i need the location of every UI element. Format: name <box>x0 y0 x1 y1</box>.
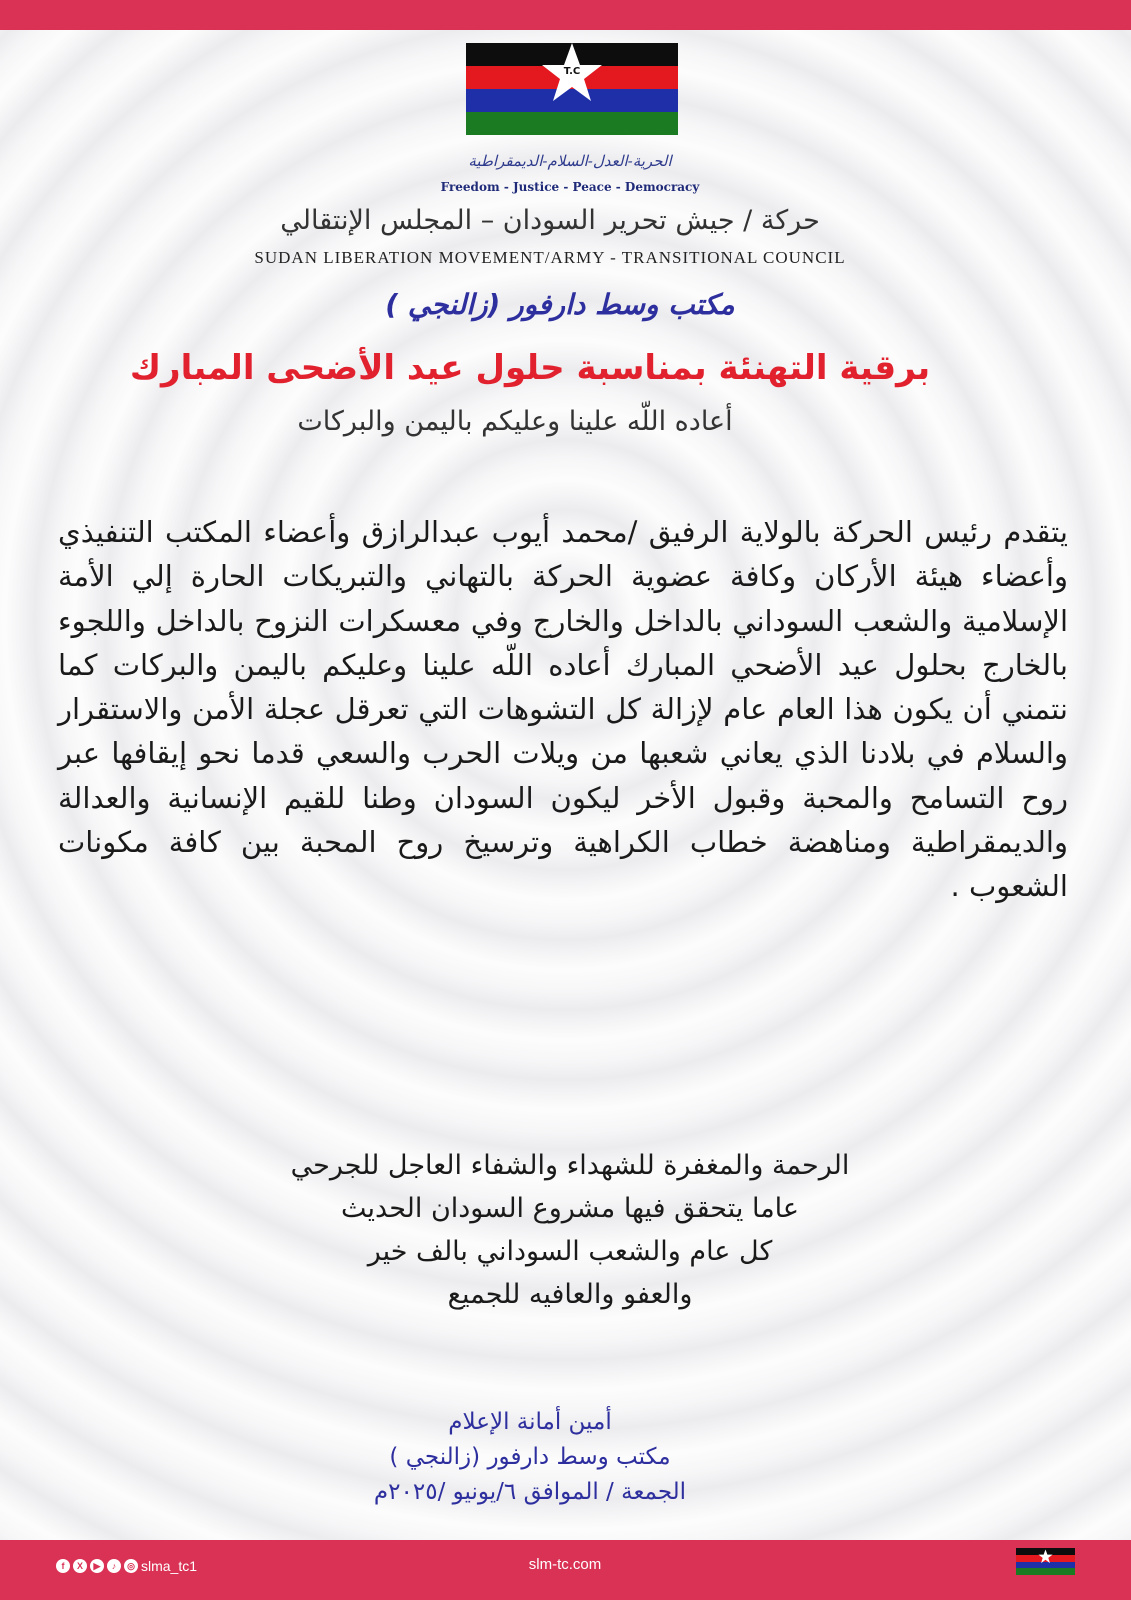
closing-line: الرحمة والمغفرة للشهداء والشفاء العاجل للجرحي <box>290 1150 850 1181</box>
motto-english: Freedom - Justice - Peace - Democracy <box>440 180 700 194</box>
motto-arabic: الحرية-العدل-السلام-الديمقراطية <box>468 152 672 170</box>
social-handle[interactable]: slma_tc1 <box>141 1558 198 1574</box>
closing-block <box>180 1144 960 1316</box>
wish-line: أعاده اللّه علينا وعليكم باليمن والبركات <box>297 406 733 437</box>
footer-star-icon <box>1038 1549 1053 1564</box>
footer-flag-icon <box>1016 1548 1075 1575</box>
flag-logo <box>466 43 678 135</box>
social-links <box>56 1558 197 1574</box>
x-icon[interactable]: X <box>73 1559 87 1573</box>
website-link[interactable]: slm-tc.com <box>528 1556 602 1573</box>
closing-line: والعفو والعافيه للجميع <box>447 1279 693 1310</box>
organization-name-arabic: حركة / جيش تحرير السودان – المجلس الإنتقالي <box>280 205 820 236</box>
youtube-icon[interactable]: ▶ <box>90 1559 104 1573</box>
signature-block <box>280 1405 780 1510</box>
tiktok-icon[interactable]: ♪ <box>107 1559 121 1573</box>
message-paragraph: يتقدم رئيس الحركة بالولاية الرفيق /محمد أيوب عبدالرازق وأعضاء المكتب التنفيذي وأعضاء هيئة الأركان وكافة عضوية الحركة بالتهاني والتبريكات الحارة إلي الأمة الإسلامية والشعب السوداني بالداخل والخارج وفي معسكرات النزوح بالداخل واللجوء بالخارج بحلول عيد الأضحي المبارك أعاده اللّه علينا وعليكم باليمن والبركات كما نتمني أن يكون هذا العام عام لإزالة كل التشوهات التي تعرقل عجلة الأمن والاستقرار والسلام في بلادنا الذي يعاني شعبها من ويلات الحرب والسعي قدما نحو إيقافها عبر روح التسامح والمحبة وقبول الأخر ليكون السودان وطنا للقيم الإنسانية والعدالة والديمقراطية ومناهضة خطاب الكراهية وترسيخ روح المحبة بين كافة مكونات الشعوب . <box>58 515 1068 904</box>
signature-date: الجمعة / الموافق ٦/يونيو /٢٠٢٥م <box>373 1479 687 1505</box>
headline: برقية التهنئة بمناسبة حلول عيد الأضحى المبارك <box>129 348 931 388</box>
closing-line: كل عام والشعب السوداني بالف خير <box>367 1236 773 1267</box>
signature-title: أمين أمانة الإعلام <box>448 1409 612 1435</box>
star-icon <box>540 41 604 105</box>
closing-line: عاما يتحقق فيها مشروع السودان الحديث <box>341 1193 799 1224</box>
signature-office: مكتب وسط دارفور (زالنجي ) <box>389 1444 671 1470</box>
instagram-icon[interactable]: ◎ <box>124 1559 138 1573</box>
organization-name-english: SUDAN LIBERATION MOVEMENT/ARMY - TRANSITIONAL COUNCIL <box>254 248 846 267</box>
facebook-icon[interactable]: f <box>56 1559 70 1573</box>
top-accent-bar <box>0 0 1131 30</box>
star-label: T.C <box>563 66 581 77</box>
office-title: مكتب وسط دارفور (زالنجي ) <box>385 288 735 321</box>
